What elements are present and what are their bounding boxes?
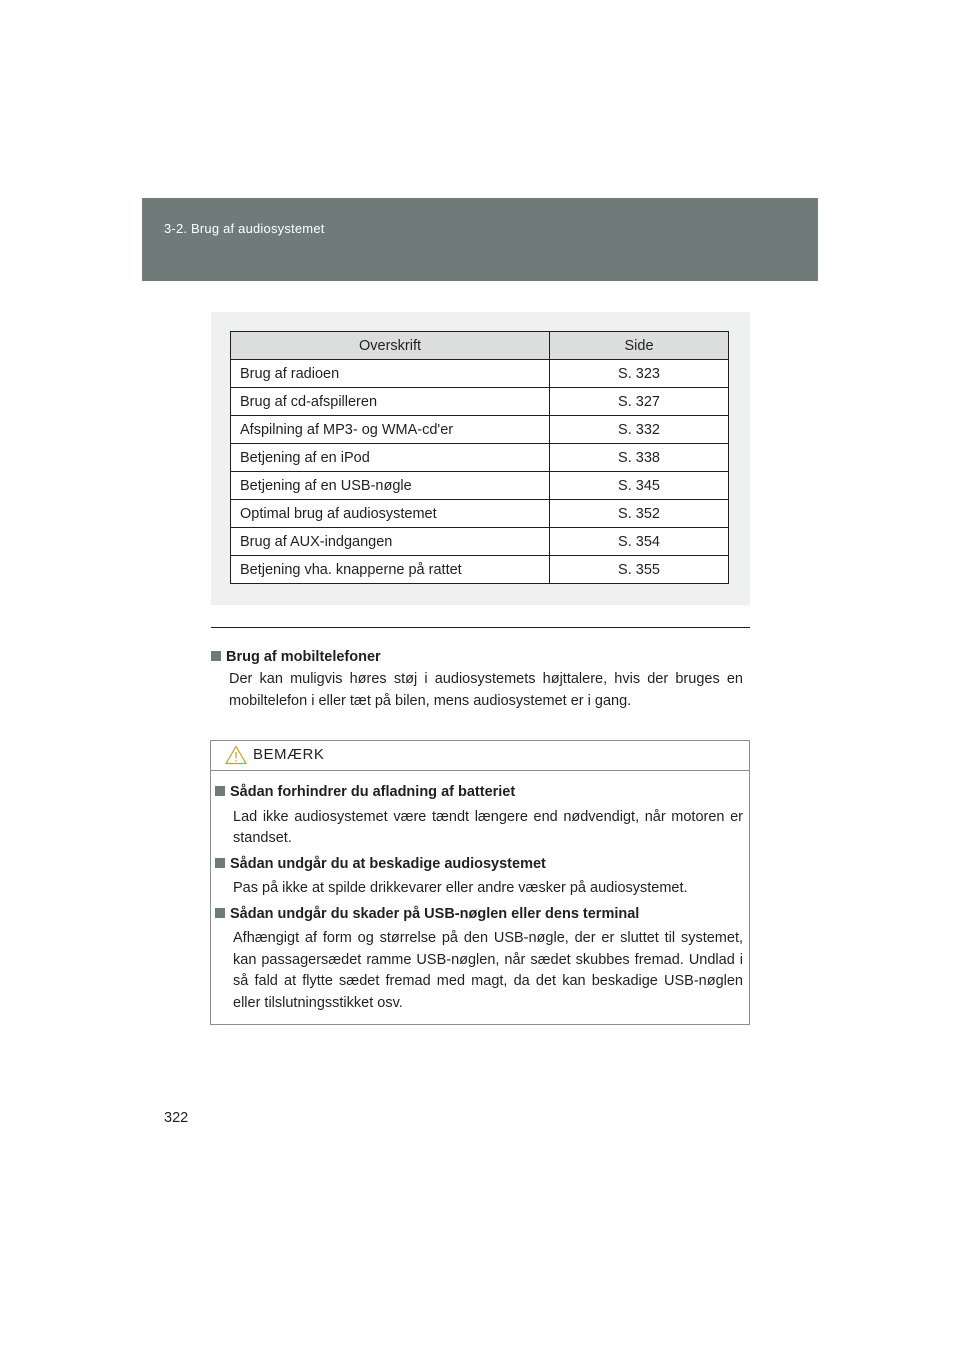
row-page: S. 338 xyxy=(550,444,729,472)
row-title: Brug af AUX-indgangen xyxy=(231,528,550,556)
section-heading: Brug af mobiltelefoner xyxy=(211,646,743,668)
chapter-title: 3-2. Brug af audiosystemet xyxy=(164,221,325,236)
table-header-row xyxy=(231,332,729,360)
table-row xyxy=(231,472,729,500)
warning-triangle-icon xyxy=(225,745,247,765)
row-page: S. 323 xyxy=(550,360,729,388)
row-title: Optimal brug af audiosystemet xyxy=(231,500,550,528)
table-row xyxy=(231,556,729,584)
row-page: S. 327 xyxy=(550,388,729,416)
table-row xyxy=(231,360,729,388)
section-text: Der kan muligvis høres støj i audiosystemets højttalere, hvis der bruges en mobiltelefon i eller tæt på bilen, mens audiosystemet er i gang. xyxy=(229,671,743,709)
notice-header xyxy=(211,741,749,771)
notice-item-heading: Sådan undgår du skader på USB-nøglen eller dens terminal xyxy=(215,904,743,926)
column-header-title: Overskrift xyxy=(231,332,550,360)
row-page: S. 352 xyxy=(550,500,729,528)
table-row xyxy=(231,416,729,444)
notice-box xyxy=(210,740,750,1025)
section-divider xyxy=(211,627,750,628)
index-table-panel xyxy=(211,312,750,605)
row-page: S. 354 xyxy=(550,528,729,556)
table-row xyxy=(231,528,729,556)
row-page: S. 355 xyxy=(550,556,729,584)
table-row xyxy=(231,388,729,416)
square-bullet-icon xyxy=(215,858,225,868)
notice-item-text: Afhængigt af form og størrelse på den USB-nøgle, der er sluttet til systemet, kan passagersædet ramme USB-nøglen, når sædet skubbes fremad. Undlad i så fald at flytte sædet fremad med magt, da det kan beskadige USB-nøglen eller tilslutningsstikket osv. xyxy=(233,930,743,1011)
square-bullet-icon xyxy=(215,908,225,918)
row-title: Betjening vha. knapperne på rattet xyxy=(231,556,550,584)
table-row xyxy=(231,444,729,472)
row-page: S. 332 xyxy=(550,416,729,444)
square-bullet-icon xyxy=(211,651,221,661)
row-title: Brug af cd-afspilleren xyxy=(231,388,550,416)
notice-item-text: Pas på ikke at spilde drikkevarer eller andre væsker på audiosystemet. xyxy=(233,880,688,896)
row-title: Betjening af en iPod xyxy=(231,444,550,472)
notice-item-heading: Sådan forhindrer du afladning af batteriet xyxy=(215,782,743,804)
notice-title: BEMÆRK xyxy=(253,746,325,763)
mobile-section xyxy=(211,646,743,712)
chapter-header xyxy=(142,198,818,281)
column-header-page: Side xyxy=(550,332,729,360)
square-bullet-icon xyxy=(215,786,225,796)
notice-body xyxy=(211,771,749,1014)
notice-item-text: Lad ikke audiosystemet være tændt længere end nødvendigt, når motoren er standset. xyxy=(233,808,743,846)
notice-item-heading: Sådan undgår du at beskadige audiosystemet xyxy=(215,854,743,876)
row-page: S. 345 xyxy=(550,472,729,500)
table-row xyxy=(231,500,729,528)
index-table xyxy=(230,331,729,584)
row-title: Betjening af en USB-nøgle xyxy=(231,472,550,500)
page-number: 322 xyxy=(164,1110,189,1126)
row-title: Afspilning af MP3- og WMA-cd'er xyxy=(231,416,550,444)
row-title: Brug af radioen xyxy=(231,360,550,388)
